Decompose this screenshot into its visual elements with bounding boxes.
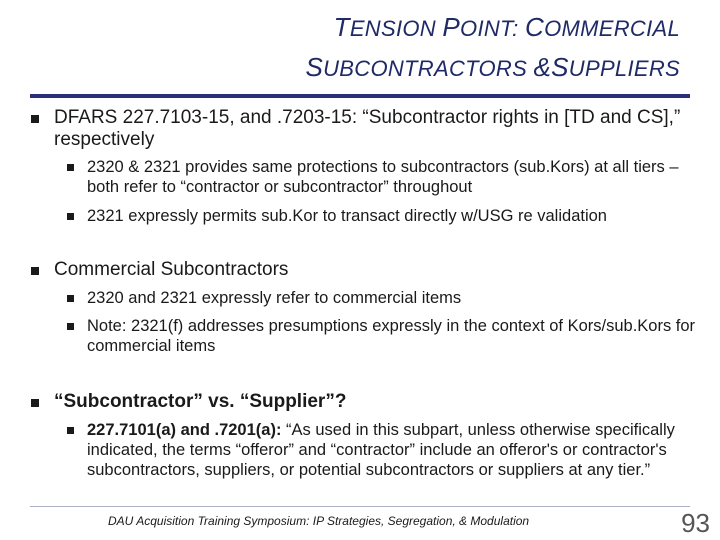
- footer-divider: [30, 506, 690, 507]
- square-bullet-icon: [31, 399, 39, 407]
- sub-bullet-text: 2320 and 2321 expressly refer to commercial items: [87, 289, 462, 307]
- slide-title: [40, 8, 680, 88]
- sub-bullet-validation: [87, 206, 712, 226]
- page-number: 93: [681, 508, 710, 538]
- bullet-text: “Subcontractor” vs. “Supplier”?: [54, 391, 347, 412]
- definition-text: “As used in this subpart, unless otherwise specifically indicated, the terms “offeror” and “contractor” include an offeror's or contractor's subcontractors, suppliers, or potential subcontractors or suppliers at any tier.”: [87, 421, 675, 479]
- footer-text: DAU Acquisition Training Symposium: IP Strategies, Segregation, & Modulation: [108, 514, 530, 528]
- bullet-dfars: [54, 107, 704, 151]
- square-bullet-icon: [31, 115, 39, 123]
- square-bullet-icon: [67, 295, 74, 302]
- square-bullet-icon: [31, 267, 39, 275]
- sub-bullet-commercial-items: [87, 288, 712, 308]
- bullet-subcontractor-vs-supplier: [54, 391, 704, 413]
- title-line-1: TENSION POINT: COMMERCIAL: [333, 12, 680, 42]
- title-divider: [30, 94, 690, 98]
- bullet-text: Commercial Subcontractors: [54, 259, 289, 280]
- sub-bullet-text: Note: 2321(f) addresses presumptions expressly in the context of Kors/sub.Kors for commercial items: [87, 317, 696, 355]
- sub-bullet-protections: [87, 157, 712, 197]
- square-bullet-icon: [67, 213, 74, 220]
- sub-bullet-definition: [87, 420, 712, 480]
- bullet-text: DFARS 227.7103-15, and .7203-15: “Subcontractor rights in [TD and CS],” respectively: [54, 107, 681, 150]
- bullet-commercial-subcontractors: [54, 259, 704, 281]
- square-bullet-icon: [67, 323, 74, 330]
- title-line-2: SUBCONTRACTORS &SUPPLIERS: [305, 52, 680, 82]
- sub-bullet-presumptions: [87, 316, 712, 356]
- square-bullet-icon: [67, 427, 74, 434]
- sub-bullet-text: 2320 & 2321 provides same protections to subcontractors (sub.Kors) at all tiers – both refer to “contractor or subcontractor” throughout: [87, 158, 679, 196]
- square-bullet-icon: [67, 164, 74, 171]
- definition-citation: 227.7101(a) and .7201(a):: [87, 421, 282, 439]
- sub-bullet-text: 2321 expressly permits sub.Kor to transact directly w/USG re validation: [87, 207, 607, 225]
